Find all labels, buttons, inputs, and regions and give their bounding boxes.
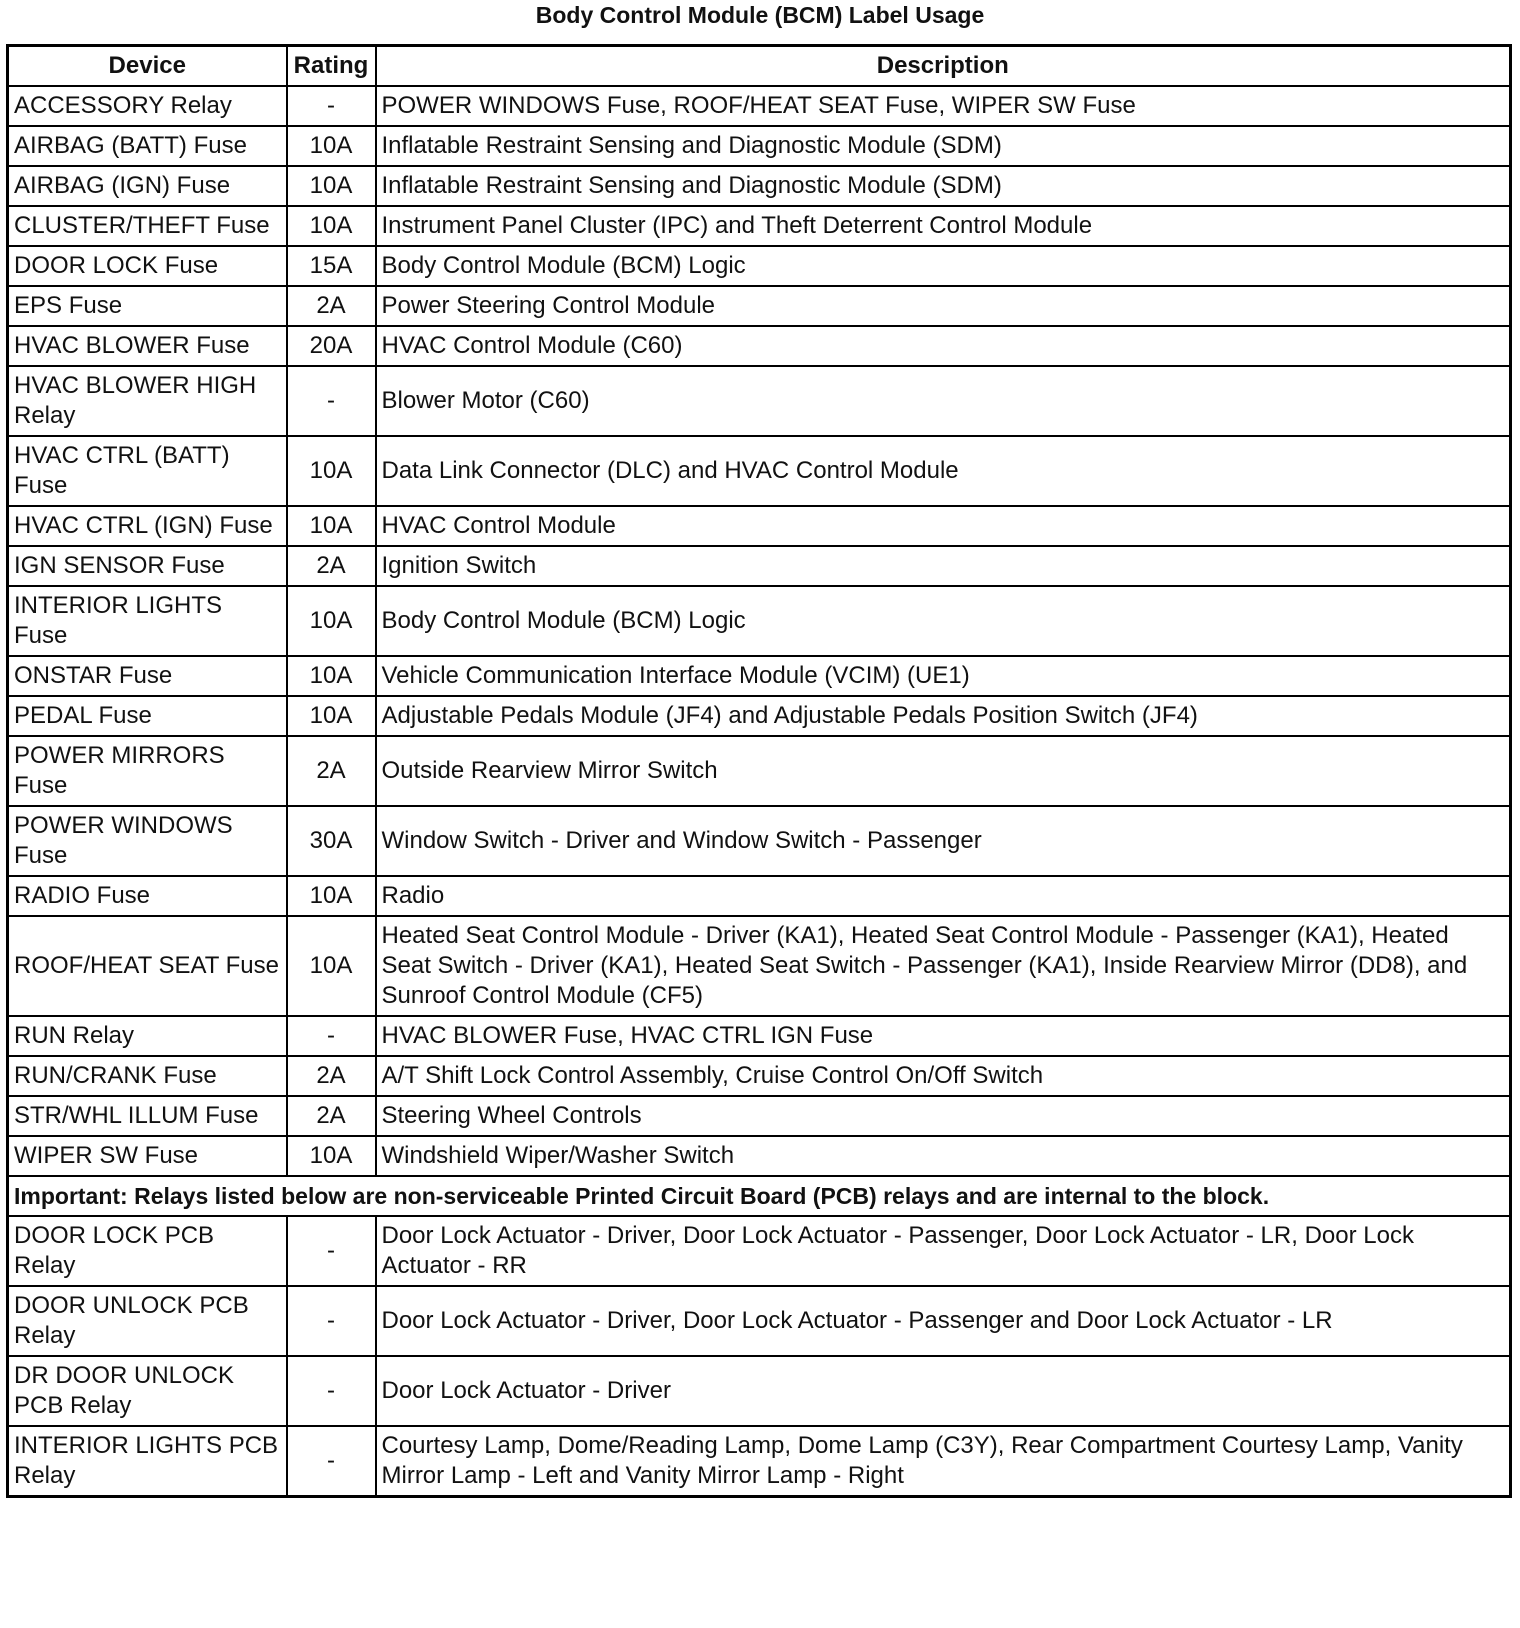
description-cell: Door Lock Actuator - Driver, Door Lock Actuator - Passenger and Door Lock Actuator - LR: [376, 1286, 1511, 1356]
table-row: [8, 586, 1511, 656]
table-row: [8, 656, 1511, 696]
description-cell: Door Lock Actuator - Driver: [376, 1356, 1511, 1426]
table-row: [8, 806, 1511, 876]
rating-cell: 10A: [287, 506, 376, 546]
table-body: [8, 86, 1511, 1497]
rating-cell: 10A: [287, 876, 376, 916]
description-cell: HVAC BLOWER Fuse, HVAC CTRL IGN Fuse: [376, 1016, 1511, 1056]
description-cell: Courtesy Lamp, Dome/Reading Lamp, Dome Lamp (C3Y), Rear Compartment Courtesy Lamp, Vanity Mirror Lamp - Left and Vanity Mirror Lamp - Right: [376, 1426, 1511, 1497]
description-cell: HVAC Control Module (C60): [376, 326, 1511, 366]
rating-cell: 15A: [287, 246, 376, 286]
rating-cell: 2A: [287, 546, 376, 586]
header-device: Device: [8, 46, 287, 87]
description-cell: Ignition Switch: [376, 546, 1511, 586]
description-cell: Body Control Module (BCM) Logic: [376, 586, 1511, 656]
description-cell: Vehicle Communication Interface Module (VCIM) (UE1): [376, 656, 1511, 696]
device-cell: PEDAL Fuse: [8, 696, 287, 736]
device-cell: DOOR UNLOCK PCB Relay: [8, 1286, 287, 1356]
device-cell: DOOR LOCK PCB Relay: [8, 1216, 287, 1286]
table-row: [8, 286, 1511, 326]
description-cell: HVAC Control Module: [376, 506, 1511, 546]
table-row: [8, 876, 1511, 916]
table-row: [8, 1286, 1511, 1356]
device-cell: ACCESSORY Relay: [8, 86, 287, 126]
important-note-row: [8, 1176, 1511, 1216]
rating-cell: 10A: [287, 656, 376, 696]
table-row: [8, 546, 1511, 586]
device-cell: AIRBAG (BATT) Fuse: [8, 126, 287, 166]
rating-cell: 10A: [287, 166, 376, 206]
rating-cell: 30A: [287, 806, 376, 876]
description-cell: Door Lock Actuator - Driver, Door Lock Actuator - Passenger, Door Lock Actuator - LR, Door Lock Actuator - RR: [376, 1216, 1511, 1286]
device-cell: ROOF/HEAT SEAT Fuse: [8, 916, 287, 1016]
device-cell: DOOR LOCK Fuse: [8, 246, 287, 286]
description-cell: Inflatable Restraint Sensing and Diagnostic Module (SDM): [376, 126, 1511, 166]
table-row: [8, 696, 1511, 736]
table-row: [8, 916, 1511, 1016]
description-cell: Blower Motor (C60): [376, 366, 1511, 436]
device-cell: INTERIOR LIGHTS PCB Relay: [8, 1426, 287, 1497]
rating-cell: -: [287, 1216, 376, 1286]
device-cell: DR DOOR UNLOCK PCB Relay: [8, 1356, 287, 1426]
page-title: Body Control Module (BCM) Label Usage: [535, 2, 985, 28]
rating-cell: 2A: [287, 286, 376, 326]
device-cell: HVAC CTRL (IGN) Fuse: [8, 506, 287, 546]
device-cell: HVAC CTRL (BATT) Fuse: [8, 436, 287, 506]
table-row: [8, 206, 1511, 246]
rating-cell: 10A: [287, 696, 376, 736]
table-row: [8, 326, 1511, 366]
bcm-label-table: [6, 44, 1512, 1498]
device-cell: WIPER SW Fuse: [8, 1136, 287, 1176]
description-cell: Body Control Module (BCM) Logic: [376, 246, 1511, 286]
device-cell: AIRBAG (IGN) Fuse: [8, 166, 287, 206]
rating-cell: 20A: [287, 326, 376, 366]
device-cell: ONSTAR Fuse: [8, 656, 287, 696]
description-cell: POWER WINDOWS Fuse, ROOF/HEAT SEAT Fuse, WIPER SW Fuse: [376, 86, 1511, 126]
table-row: [8, 1216, 1511, 1286]
header-description: Description: [376, 46, 1511, 87]
rating-cell: 10A: [287, 1136, 376, 1176]
rating-cell: -: [287, 1426, 376, 1497]
header-rating: Rating: [287, 46, 376, 87]
device-cell: IGN SENSOR Fuse: [8, 546, 287, 586]
description-cell: Window Switch - Driver and Window Switch - Passenger: [376, 806, 1511, 876]
rating-cell: 10A: [287, 206, 376, 246]
rating-cell: 2A: [287, 1056, 376, 1096]
device-cell: HVAC BLOWER HIGH Relay: [8, 366, 287, 436]
rating-cell: 10A: [287, 916, 376, 1016]
description-cell: Steering Wheel Controls: [376, 1096, 1511, 1136]
device-cell: CLUSTER/THEFT Fuse: [8, 206, 287, 246]
device-cell: RADIO Fuse: [8, 876, 287, 916]
rating-cell: 2A: [287, 1096, 376, 1136]
device-cell: EPS Fuse: [8, 286, 287, 326]
description-cell: Windshield Wiper/Washer Switch: [376, 1136, 1511, 1176]
description-cell: Inflatable Restraint Sensing and Diagnostic Module (SDM): [376, 166, 1511, 206]
rating-cell: -: [287, 1016, 376, 1056]
table-row: [8, 1356, 1511, 1426]
table-row: [8, 86, 1511, 126]
table-row: [8, 1426, 1511, 1497]
device-cell: POWER MIRRORS Fuse: [8, 736, 287, 806]
rating-cell: -: [287, 86, 376, 126]
table-row: [8, 506, 1511, 546]
table-row: [8, 366, 1511, 436]
table-row: [8, 126, 1511, 166]
rating-cell: 2A: [287, 736, 376, 806]
description-cell: Instrument Panel Cluster (IPC) and Theft Deterrent Control Module: [376, 206, 1511, 246]
description-cell: A/T Shift Lock Control Assembly, Cruise Control On/Off Switch: [376, 1056, 1511, 1096]
rating-cell: -: [287, 1356, 376, 1426]
device-cell: STR/WHL ILLUM Fuse: [8, 1096, 287, 1136]
description-cell: Radio: [376, 876, 1511, 916]
rating-cell: 10A: [287, 436, 376, 506]
table-row: [8, 1096, 1511, 1136]
table-row: [8, 246, 1511, 286]
rating-cell: -: [287, 366, 376, 436]
table-header-row: [8, 46, 1511, 87]
device-cell: HVAC BLOWER Fuse: [8, 326, 287, 366]
rating-cell: 10A: [287, 586, 376, 656]
description-cell: Data Link Connector (DLC) and HVAC Control Module: [376, 436, 1511, 506]
device-cell: RUN/CRANK Fuse: [8, 1056, 287, 1096]
rating-cell: 10A: [287, 126, 376, 166]
table-row: [8, 1136, 1511, 1176]
description-cell: Power Steering Control Module: [376, 286, 1511, 326]
device-cell: RUN Relay: [8, 1016, 287, 1056]
table-row: [8, 736, 1511, 806]
device-cell: INTERIOR LIGHTS Fuse: [8, 586, 287, 656]
table-row: [8, 166, 1511, 206]
device-cell: POWER WINDOWS Fuse: [8, 806, 287, 876]
description-cell: Heated Seat Control Module - Driver (KA1), Heated Seat Control Module - Passenger (KA1), Heated Seat Switch - Driver (KA1), Heated Seat Switch - Passenger (KA1), Inside Rearview Mirror (DD8), and Sunroof Control Module (CF5): [376, 916, 1511, 1016]
table-row: [8, 1056, 1511, 1096]
table-row: [8, 1016, 1511, 1056]
description-cell: Adjustable Pedals Module (JF4) and Adjustable Pedals Position Switch (JF4): [376, 696, 1511, 736]
important-note: Important: Relays listed below are non-serviceable Printed Circuit Board (PCB) relays and are internal to the block.: [8, 1176, 1511, 1216]
rating-cell: -: [287, 1286, 376, 1356]
table-row: [8, 436, 1511, 506]
description-cell: Outside Rearview Mirror Switch: [376, 736, 1511, 806]
